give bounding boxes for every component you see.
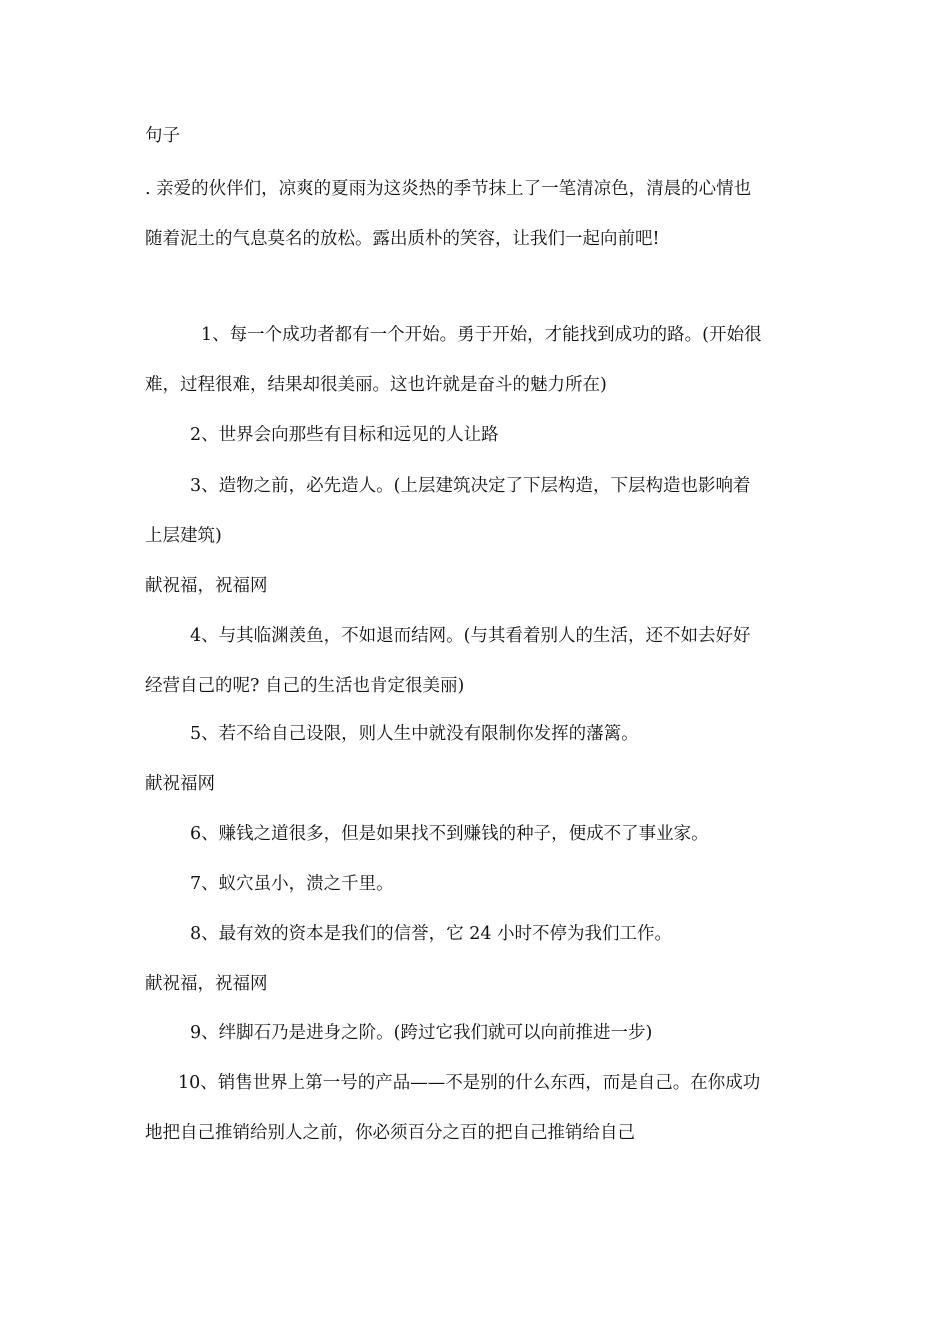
intro-line-2: 随着泥土的气息莫名的放松。露出质朴的笑容，让我们一起向前吧! (145, 229, 660, 249)
item-8: 8、最有效的资本是我们的信誉，它 24 小时不停为我们工作。 (190, 924, 673, 944)
item-4-line-1: 4、与其临渊羡鱼，不如退而结网。(与其看着别人的生活，还不如去好好 (190, 626, 751, 646)
item-9: 9、绊脚石乃是进身之阶。(跨过它我们就可以向前推进一步) (190, 1023, 653, 1043)
item-3-line-2: 上层建筑) (145, 526, 222, 546)
item-2: 2、世界会向那些有目标和远见的人让路 (190, 425, 499, 445)
item-4-line-2: 经营自己的呢? 自己的生活也肯定很美丽) (145, 676, 465, 696)
intro-line-1: . 亲爱的伙伴们，凉爽的夏雨为这炎热的季节抹上了一笔清凉色，清晨的心情也 (145, 179, 752, 199)
item-5: 5、若不给自己设限，则人生中就没有限制你发挥的藩篱。 (190, 724, 639, 744)
item-10-line-2: 地把自己推销给别人之前，你必须百分之百的把自己推销给自己 (145, 1123, 635, 1143)
item-1-line-1: 1、每一个成功者都有一个开始。勇于开始，才能找到成功的路。(开始很 (201, 325, 762, 345)
note-2: 献祝福网 (145, 774, 215, 794)
item-7: 7、蚁穴虽小，溃之千里。 (190, 874, 394, 894)
item-3-line-1: 3、造物之前，必先造人。(上层建筑决定了下层构造，下层构造也影响着 (190, 476, 751, 496)
item-1-line-2: 难，过程很难，结果却很美丽。这也许就是奋斗的魅力所在) (145, 375, 607, 395)
note-3: 献祝福，祝福网 (145, 974, 268, 994)
heading: 句子 (145, 126, 180, 146)
item-6: 6、赚钱之道很多，但是如果找不到赚钱的种子，便成不了事业家。 (190, 824, 709, 844)
item-10-line-1: 10、销售世界上第一号的产品——不是别的什么东西，而是自己。在你成功 (178, 1073, 761, 1093)
note-1: 献祝福，祝福网 (145, 576, 268, 596)
